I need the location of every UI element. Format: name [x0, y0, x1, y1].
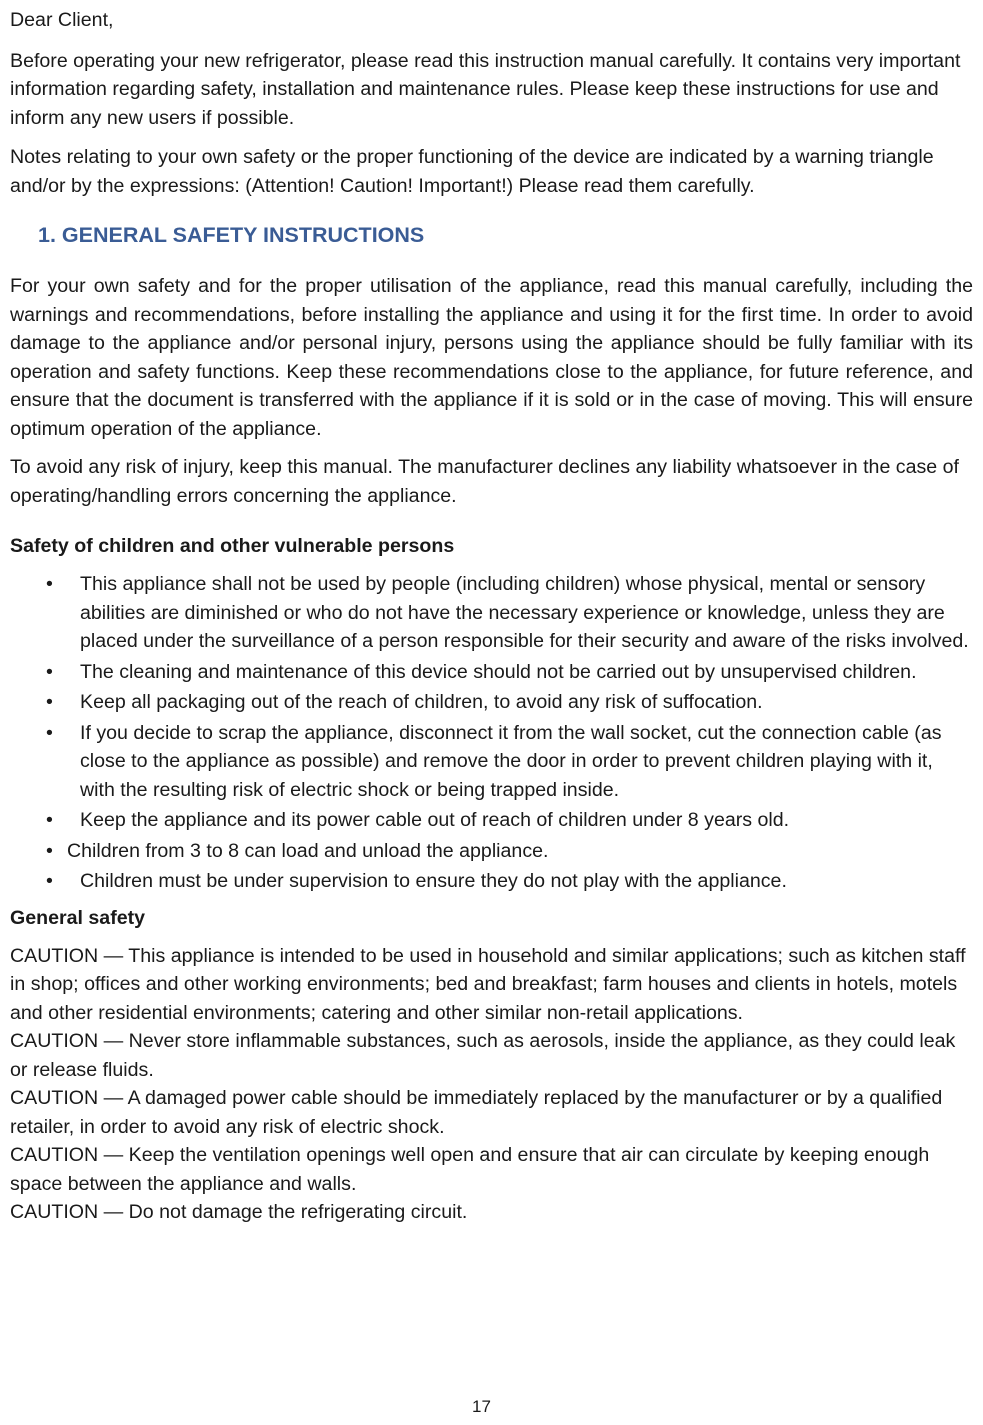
bullet-icon: •	[46, 691, 53, 713]
list-item	[10, 867, 973, 896]
greeting: Dear Client,	[10, 9, 114, 31]
safety-paragraph-1: For your own safety and for the proper utilisation of the appliance, read this manual carefully, including the warnings and recommendations, before installing the appliance and using it for the first time. In order to avoid damage to the appliance and/or personal injury, persons using the appliance should be fully familiar with its operation and safety functions. Keep these recommendations close to the appliance, for future reference, and ensure that the document is transferred with the appliance if it is sold or in the case of moving. This will ensure optimum operation of the appliance.	[10, 275, 973, 440]
general-safety-heading: General safety	[10, 906, 146, 929]
list-item-text: This appliance shall not be used by people (including children) whose physical, mental or sensory abilities are diminished or who do not have the necessary experience or knowledge, unless they are placed under the surveillance of a person responsible for their security and aware of the risks involved.	[80, 573, 969, 652]
list-item-text: Keep all packaging out of the reach of children, to avoid any risk of suffocation.	[80, 691, 763, 713]
page-number: 17	[472, 1397, 491, 1416]
caution-list	[10, 942, 973, 1227]
bullet-icon: •	[46, 870, 53, 892]
children-safety-list	[10, 570, 973, 896]
list-item	[10, 837, 973, 866]
children-safety-heading: Safety of children and other vulnerable persons	[10, 535, 455, 557]
bullet-icon: •	[46, 660, 53, 683]
list-item-text: The cleaning and maintenance of this device should not be carried out by unsupervised children.	[80, 660, 917, 683]
list-item	[10, 719, 973, 805]
bullet-icon: •	[46, 573, 53, 595]
list-item	[10, 658, 973, 687]
list-item-text: Children from 3 to 8 can load and unload the appliance.	[67, 839, 549, 862]
caution-text: CAUTION — Never store inflammable substances, such as aerosols, inside the appliance, as they could leak or release fluids.	[10, 1030, 956, 1081]
list-item-text: Children must be under supervision to ensure they do not play with the appliance.	[80, 870, 787, 892]
caution-text: CAUTION — Do not damage the refrigerating circuit.	[10, 1201, 468, 1223]
list-item-text: If you decide to scrap the appliance, disconnect it from the wall socket, cut the connection cable (as close to the appliance as possible) and remove the door in order to prevent children playing with it, with the resulting risk of electric shock or being trapped inside.	[80, 721, 942, 801]
list-item	[10, 806, 973, 835]
bullet-icon: •	[46, 809, 53, 831]
list-item	[10, 688, 973, 717]
caution-text: CAUTION — Keep the ventilation openings well open and ensure that air can circulate by keeping enough space between the appliance and walls.	[10, 1144, 930, 1195]
list-item-text: Keep the appliance and its power cable out of reach of children under 8 years old.	[80, 809, 790, 831]
section-heading: 1. GENERAL SAFETY INSTRUCTIONS	[38, 223, 425, 247]
safety-paragraph-2: To avoid any risk of injury, keep this manual. The manufacturer declines any liability whatsoever in the case of operating/handling errors concerning the appliance.	[10, 456, 959, 507]
bullet-icon: •	[46, 839, 53, 862]
intro-paragraph: Before operating your new refrigerator, please read this instruction manual carefully. It contains very important information regarding safety, installation and maintenance rules. Please keep these instructions for use and inform any new users if possible.	[10, 49, 961, 129]
bullet-icon: •	[46, 721, 53, 744]
list-item	[10, 570, 973, 656]
caution-text: CAUTION — A damaged power cable should be immediately replaced by the manufacturer or by a qualified retailer, in order to avoid any risk of electric shock.	[10, 1087, 943, 1138]
document-page	[10, 6, 973, 1227]
caution-text: CAUTION — This appliance is intended to be used in household and similar applications; such as kitchen staff in shop; offices and other working environments; bed and breakfast; farm houses and clients in hotels, motels and other residential environments; catering and other similar non-retail applications.	[10, 944, 966, 1024]
notes-paragraph: Notes relating to your own safety or the proper functioning of the device are indicated by a warning triangle and/or by the expressions: (Attention! Caution! Important!) Please read them carefully.	[10, 146, 934, 197]
